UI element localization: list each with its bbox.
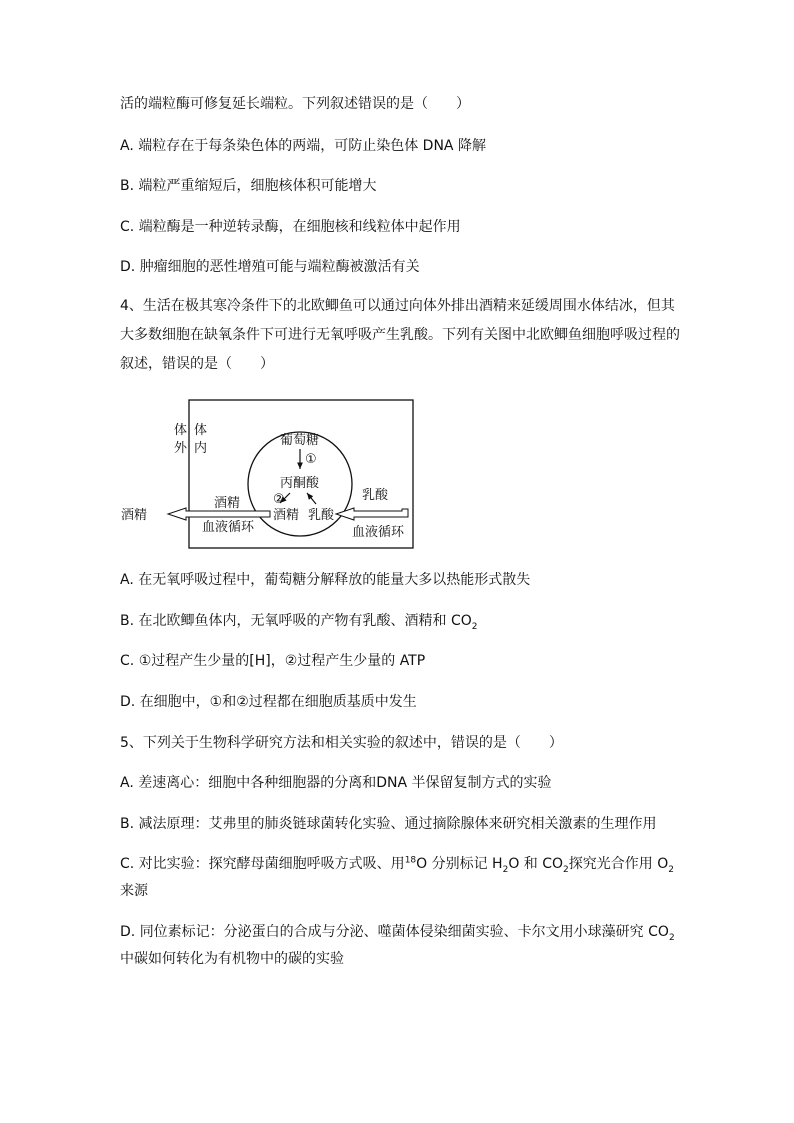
q4-option-d[interactable] <box>120 692 417 712</box>
option-text-part-2: O 分别标记 H <box>416 856 503 872</box>
option-text: 在北欧鲫鱼体内，无氧呼吸的产物有乳酸、酒精和 CO <box>138 613 472 629</box>
cell-lactate-label: 乳酸 <box>308 508 335 523</box>
option-label: A. <box>120 775 134 791</box>
q5-option-d-line-2: 中碳如何转化为有机物中的碳的实验 <box>120 951 344 967</box>
lactate-to-pyruvate-arrow <box>307 493 316 504</box>
option-text: 在细胞中，①和②过程都在细胞质基质中发生 <box>139 694 417 710</box>
option-label: A. <box>120 138 134 154</box>
option-label: D. <box>120 694 136 710</box>
option-label: C. <box>120 219 135 235</box>
cell-ethanol-label: 酒精 <box>273 508 300 523</box>
option-text: 在无氧呼吸过程中，葡萄糖分解释放的能量大多以热能形式散失 <box>138 572 531 588</box>
q5-option-d[interactable] <box>120 922 675 942</box>
q3-option-d[interactable] <box>120 257 420 277</box>
subscript: 2 <box>668 932 675 943</box>
option-text: 差速离心：细胞中各种细胞器的分离和DNA 半保留复制方式的实验 <box>138 775 552 791</box>
option-text-part-1: 对比实验：探究酵母菌细胞呼吸方式吸、用 <box>138 856 405 872</box>
option-text: 肿瘤细胞的恶性增殖可能与端粒酶被激活有关 <box>139 259 420 275</box>
option-label: C. <box>120 653 135 669</box>
q4-option-a[interactable] <box>120 570 530 590</box>
q5-option-a[interactable] <box>120 773 552 793</box>
superscript-18: 18 <box>404 855 417 866</box>
q5-option-c[interactable] <box>120 854 674 874</box>
blood-ethanol-label: 酒精 <box>214 496 241 511</box>
option-text-part-3: O 和 CO <box>508 856 564 872</box>
step-2-marker: ② <box>273 492 285 507</box>
q3-option-c[interactable] <box>120 217 461 237</box>
q4-option-b[interactable] <box>120 611 478 631</box>
option-text: 减法原理：艾弗里的肺炎链球菌转化实验、通过摘除腺体来研究相关激素的生理作用 <box>138 816 657 832</box>
blood-circulation-right-label: 血液循环 <box>352 525 405 540</box>
q3-option-b[interactable] <box>120 176 377 196</box>
q4-option-c[interactable] <box>120 651 425 671</box>
option-text: 端粒严重缩短后，细胞核体积可能增大 <box>138 178 377 194</box>
lactate-in-arrow <box>336 508 408 520</box>
outside-label-char-2: 外 <box>174 441 188 456</box>
option-text: ①过程产生少量的[H]，②过程产生少量的 ATP <box>138 653 426 669</box>
option-text: 端粒酶是一种逆转录酶，在细胞核和线粒体中起作用 <box>138 219 461 235</box>
step-1-marker: ① <box>305 452 317 467</box>
q4-stem-line-1: 4、生活在极其寒冷条件下的北欧鲫鱼可以通过向体外排出酒精来延缓周围水体结冰，但其 <box>120 298 675 314</box>
q5-stem: 5、下列关于生物科学研究方法和相关实验的叙述中，错误的是（ ） <box>120 735 563 751</box>
q5-option-b[interactable] <box>120 814 657 834</box>
option-label: B. <box>120 178 135 194</box>
q3-stem-end: 活的端粒酶可修复延长端粒。下列叙述错误的是（ ） <box>120 96 470 112</box>
fish-respiration-diagram <box>118 396 418 554</box>
option-label: B. <box>120 613 135 629</box>
q4-stem-line-3: 叙述，错误的是（ ） <box>120 356 274 372</box>
option-text: 同位素标记：分泌蛋白的合成与分泌、噬菌体侵染细菌实验、卡尔文用小球藻研究 CO <box>139 924 669 940</box>
q5-option-c-line-2: 来源 <box>120 883 148 899</box>
subscript: 2 <box>668 864 674 875</box>
subscript: 2 <box>502 864 509 875</box>
blood-circulation-left-label: 血液循环 <box>202 520 255 535</box>
pyruvate-label: 丙酮酸 <box>280 476 320 491</box>
option-label: D. <box>120 259 136 275</box>
option-label: A. <box>120 572 134 588</box>
subscript: 2 <box>563 864 569 875</box>
outside-label-char-1: 体 <box>174 423 188 438</box>
subscript: 2 <box>471 621 478 632</box>
excreted-ethanol-label: 酒精 <box>121 508 148 523</box>
option-text-part-4: 探究光合作用 O <box>568 856 669 872</box>
option-label: B. <box>120 816 135 832</box>
glucose-label: 葡萄糖 <box>280 433 320 448</box>
inside-label-char-1: 体 <box>194 423 208 438</box>
option-label: D. <box>120 924 136 940</box>
option-text: 端粒存在于每条染色体的两端，可防止染色体 DNA 降解 <box>138 138 486 154</box>
q4-stem-line-2: 大多数细胞在缺氧条件下可进行无氧呼吸产生乳酸。下列有关图中北欧鲫鱼细胞呼吸过程的 <box>120 327 680 343</box>
blood-lactate-label: 乳酸 <box>362 488 389 503</box>
option-label: C. <box>120 856 135 872</box>
q3-option-a[interactable] <box>120 136 486 156</box>
inside-label-char-2: 内 <box>194 441 208 456</box>
